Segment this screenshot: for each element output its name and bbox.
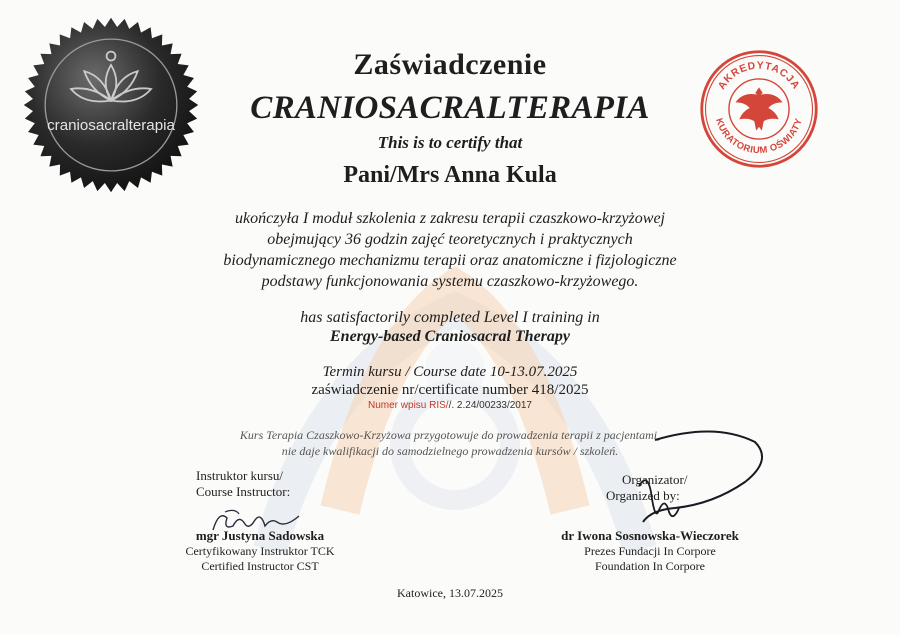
recipient-name: Pani/Mrs Anna Kula xyxy=(343,162,557,188)
note-line: Kurs Terapia Czaszkowo-Krzyżowa przygotowuje do prowadzenia terapii z pacjentami, xyxy=(239,428,661,442)
note-line: nie daje kwalifikacji do samodzielnego prowadzenia kursów / szkoleń. xyxy=(281,444,619,458)
organizer-name: dr Iwona Sosnowska-Wieczorek xyxy=(561,528,739,543)
place-date: Katowice, 13.07.2025 xyxy=(397,586,503,600)
ris-value: /. 2.24/00233/2017 xyxy=(448,400,532,411)
organizer-signature xyxy=(595,412,775,542)
instructor-role-en: Certified Instructor CST xyxy=(201,559,319,573)
instructor-name: mgr Justyna Sadowska xyxy=(195,528,325,543)
polish-text-line: biodynamicznego mechanizmu terapii oraz anatomiczne i fizjologiczne xyxy=(223,252,677,269)
course-date: Termin kursu / Course date 10-13.07.2025 xyxy=(322,364,578,380)
certificate-title: Zaświadczenie xyxy=(353,48,547,81)
organizer-role-en: Foundation In Corpore xyxy=(595,559,705,573)
organizer-label-en: Organized by: xyxy=(606,488,680,503)
stamp-text-top: AKREDYTACJA xyxy=(716,60,802,92)
english-line: has satisfactorily completed Level I training in xyxy=(300,309,600,326)
polish-text-line: podstawy funkcjonowania systemu czaszkowo-krzyżowego. xyxy=(261,273,639,290)
seal-left-text: craniosacralterapia xyxy=(47,116,175,134)
organizer-role: Prezes Fundacji In Corpore xyxy=(584,544,716,558)
program-name: CRANIOSACRALTERAPIA xyxy=(250,90,650,126)
training-name: Energy-based Craniosacral Therapy xyxy=(330,328,570,345)
certificate-number: zaświadczenie nr/certificate number 418/2025 xyxy=(311,382,589,398)
polish-text-line: ukończyła I moduł szkolenia z zakresu terapii czaszkowo-krzyżowej xyxy=(234,210,665,227)
instructor-label-en: Course Instructor: xyxy=(196,484,291,499)
polish-text-line: obejmujący 36 godzin zajęć teoretycznych i praktycznych xyxy=(267,231,633,248)
organizer-label: Organizator/ xyxy=(622,472,688,487)
ris-number xyxy=(0,400,900,411)
instructor-role: Certyfikowany Instruktor TCK xyxy=(185,544,335,558)
instructor-label: Instruktor kursu/ xyxy=(196,468,284,483)
stamp-text-bottom: KURATORIUM OŚWIATY xyxy=(714,116,804,156)
ris-label: Numer wpisu RIS/ xyxy=(368,400,449,411)
certify-line: This is to certify that xyxy=(377,133,523,152)
